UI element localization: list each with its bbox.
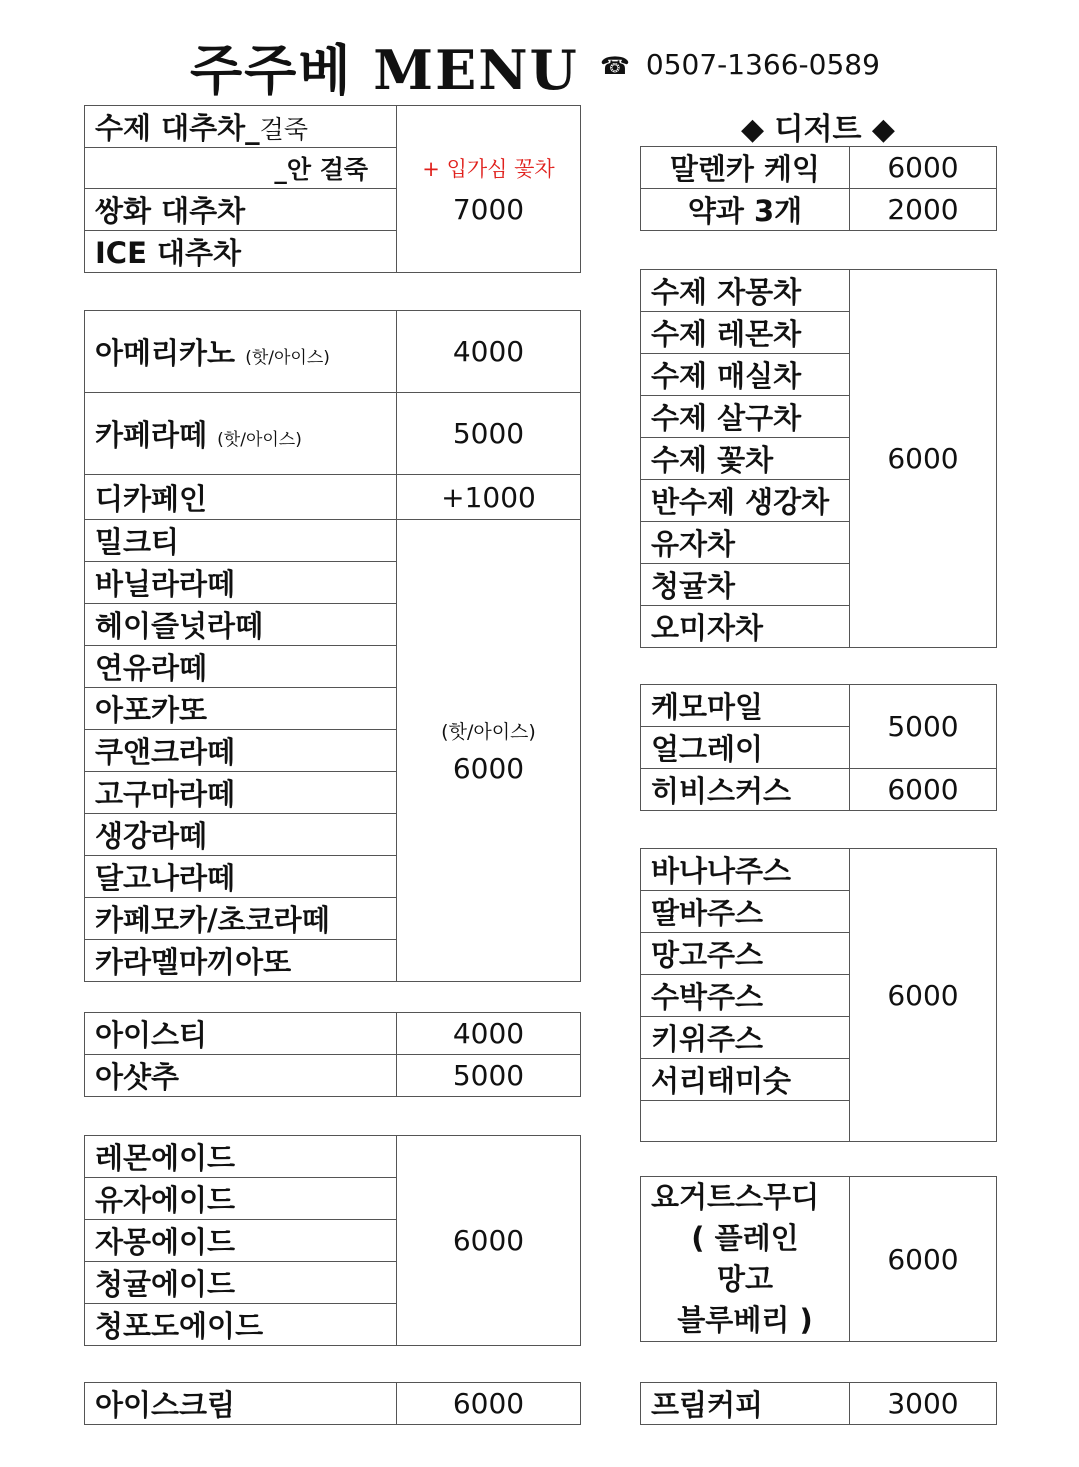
menu-item: 키위주스 [641,1017,850,1059]
menu-item [641,1101,850,1142]
price: 6000 [850,147,997,189]
tea-table [640,269,997,648]
menu-item: 아포카또 [85,688,397,730]
menu-item: 청귤에이드 [85,1262,397,1304]
smoothie-table [640,1176,997,1342]
price: 7000 [452,192,525,226]
price: 5000 [397,1055,581,1097]
price: 5000 [850,685,997,769]
juice-table [640,848,997,1142]
menu-item: 수제 꽃차 [641,438,850,480]
menu-item: 디카페인 [85,475,397,520]
menu-item: 쌍화 대추차 [85,189,397,231]
price-cell [397,1136,581,1346]
menu-item: 수제 레몬차 [641,312,850,354]
price-cell [397,520,581,982]
menu-item: 바나나주스 [641,849,850,891]
page-title: 주주베 MENU [190,38,579,102]
menu-item: 아샷추 [85,1055,397,1097]
menu-item: 말렌카 케익 [641,147,850,189]
menu-item: 레몬에이드 [85,1136,397,1178]
price: 6000 [452,751,525,785]
menu-item: 바닐라라떼 [85,562,397,604]
menu-item: 수제 자몽차 [641,270,850,312]
price: 4000 [397,311,581,393]
menu-item: 얼그레이 [641,727,850,769]
menu-item: 약과 3개 [641,189,850,231]
price-cell [850,849,997,1142]
price-cell [397,106,581,273]
latte-note: (핫/아이스) [441,720,536,743]
jujube-tea-table [84,105,581,273]
herb-tea-table [640,684,997,811]
phone-number: ☎ 0507-1366-0589 [600,48,880,81]
dessert-heading: ◆ 디저트 ◆ [741,112,895,147]
ade-table [84,1135,581,1346]
menu-item: 수박주스 [641,975,850,1017]
price: 6000 [452,1224,525,1257]
price: 6000 [850,1177,997,1342]
menu-item: ICE 대추차 [85,231,397,273]
menu-item: 수제 살구차 [641,396,850,438]
menu-item: 생강라떼 [85,814,397,856]
menu-item: 아이스티 [85,1013,397,1055]
latte-table [84,519,581,982]
menu-item: 수제 대추차_걸죽 [85,106,397,148]
menu-item: 카페라떼 (핫/아이스) [85,393,397,475]
menu-item: 아메리카노 (핫/아이스) [85,311,397,393]
menu-item: 청귤차 [641,564,850,606]
dessert-table [640,146,997,231]
menu-item: 수제 매실차 [641,354,850,396]
price: 6000 [887,442,959,475]
menu-item: 히비스커스 [641,769,850,811]
price: 3000 [850,1383,997,1425]
icecream-table [84,1382,581,1425]
menu-item: 밀크티 [85,520,397,562]
menu-item: 카라멜마끼아또 [85,940,397,982]
menu-item: 아이스크림 [85,1383,397,1425]
price: +1000 [397,475,581,520]
price: 5000 [397,393,581,475]
price: 6000 [887,978,959,1012]
menu-item: 오미자차 [641,606,850,648]
menu-item: 프림커피 [641,1383,850,1425]
menu-item: 고구마라떼 [85,772,397,814]
coffee-table [84,310,581,520]
menu-item: 유자차 [641,522,850,564]
menu-item: 딸바주스 [641,891,850,933]
menu-item: 헤이즐넛라떼 [85,604,397,646]
menu-item: 서리태미숫 [641,1059,850,1101]
menu-item: 요거트스무디 ( 플레인 망고 블루베리 ) [641,1177,850,1342]
menu-item: 청포도에이드 [85,1304,397,1346]
menu-item: 유자에이드 [85,1178,397,1220]
frim-coffee-table [640,1382,997,1425]
telephone-icon: ☎ [600,52,630,80]
menu-item: 쿠앤크라떼 [85,730,397,772]
price: 6000 [397,1383,581,1425]
menu-item: 카페모카/초코라떼 [85,898,397,940]
price: 2000 [850,189,997,231]
jujube-note: + 입가심 꽃차 [422,156,555,181]
price-cell [850,270,997,648]
price: 6000 [850,769,997,811]
menu-item: _안 걸죽 [85,148,397,189]
icetea-table [84,1012,581,1097]
menu-item: 연유라떼 [85,646,397,688]
menu-item: 망고주스 [641,933,850,975]
price: 4000 [397,1013,581,1055]
menu-item: 케모마일 [641,685,850,727]
menu-item: 자몽에이드 [85,1220,397,1262]
menu-item: 반수제 생강차 [641,480,850,522]
menu-item: 달고나라떼 [85,856,397,898]
